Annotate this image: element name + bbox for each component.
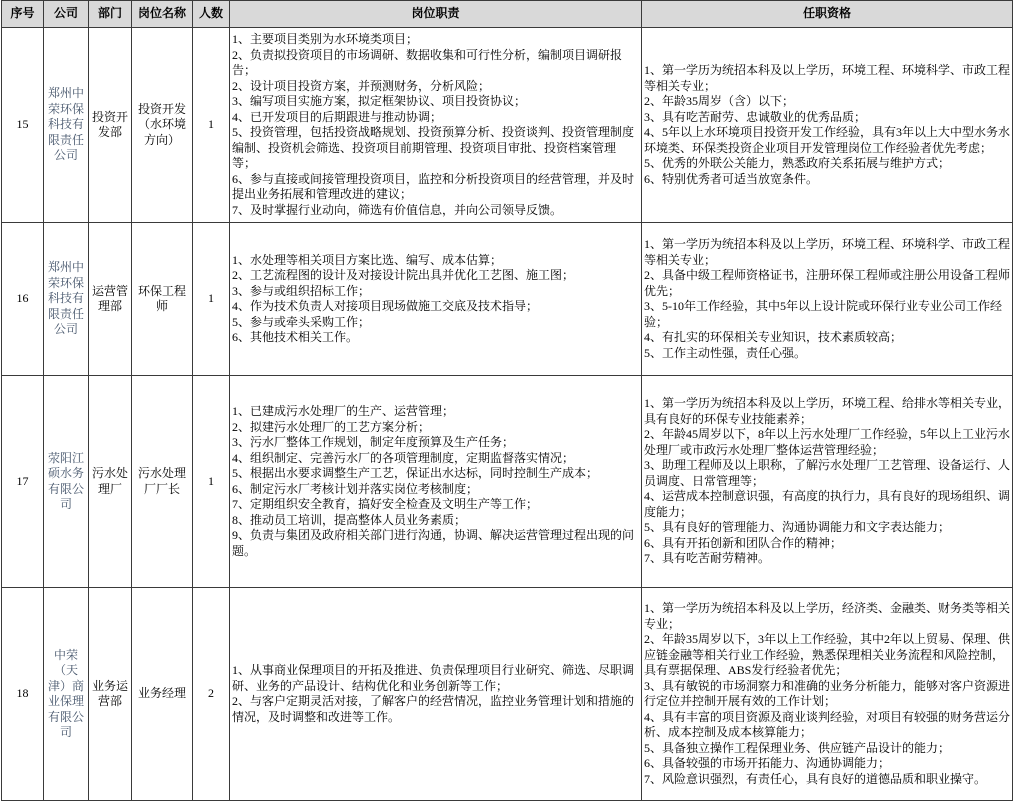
requirement-item: 1、第一学历为统招本科及以上学历，环境工程、给排水等相关专业，具有良好的环保专业技能素养； (644, 396, 1011, 426)
duty-item: 6、其他技术相关工作。 (232, 330, 359, 344)
requirement-item: 4、运营成本控制意识强，有高度的执行力，具有良好的现场组织、调度能力； (644, 489, 1011, 519)
header-requirements: 任职资格 (642, 1, 1013, 28)
header-duties: 岗位职责 (230, 1, 642, 28)
headcount-cell: 2 (193, 588, 230, 801)
duty-item: 2、负责拟投资项目的市场调研、数据收集和可行性分析，编制项目调研报告； (232, 47, 623, 77)
duty-item: 3、污水厂整体工作规划，制定年度预算及生产任务； (232, 435, 515, 449)
table-row (2, 28, 1013, 223)
requirement-item: 2、年龄45周岁以下，8年以上污水处理厂工作经验，5年以上工业污水处理厂或市政污水处理厂整体运营管理经验； (644, 427, 1011, 457)
requirement-item: 2、具备中级工程师资格证书，注册环保工程师或注册公用设备工程师优先； (644, 268, 1011, 298)
requirements-cell (642, 28, 1013, 223)
index-cell: 16 (2, 223, 44, 376)
duty-item: 5、投资管理，包括投资战略规划、投资预算分析、投资谈判、投资管理制度编制、投资机会筛选、投资项目前期管理、投资项目审批、投资档案管理等； (232, 125, 635, 170)
job-table (1, 0, 1013, 801)
requirement-item: 5、具备独立操作工程保理业务、供应链产品设计的能力； (644, 740, 951, 755)
requirement-item: 7、风险意识强烈，有责任心，具有良好的道德品质和职业操守。 (644, 771, 987, 786)
duty-item: 5、参与或牵头采购工作； (232, 314, 371, 329)
requirement-item: 3、5-10年工作经验，其中5年以上设计院或环保行业专业公司工作经验； (644, 299, 1002, 329)
requirement-item: 5、工作主动性强，责任心强。 (644, 345, 807, 360)
header-company: 公司 (44, 1, 89, 28)
requirement-item: 5、优秀的外联公关能力，熟悉政府关系拓展与维护方式； (644, 156, 951, 170)
header-department: 部门 (89, 1, 132, 28)
duty-item: 8、推动员工培训，提高整体人员业务素质； (232, 512, 467, 527)
requirement-item: 2、年龄35周岁以下，3年以上工作经验，其中2年以上贸易、保理、供应链金融等相关行业工作经验，熟悉保理相关业务流程和风险控制，具有票据保理、ABS发行经验者优先； (644, 632, 1011, 677)
requirement-item: 3、具有敏锐的市场洞察力和准确的业务分析能力，能够对客户资源进行定位并控制开展有效的工作计划； (644, 678, 1011, 708)
duties-cell (230, 376, 642, 588)
duty-item: 4、作为技术负责人对接项目现场做施工交底及技术指导； (232, 299, 539, 313)
duties-cell (230, 28, 642, 223)
position-cell: 污水处理厂厂长 (132, 376, 193, 588)
duty-item: 3、参与或组织招标工作； (232, 283, 371, 298)
duties-cell (230, 588, 642, 801)
duty-item: 1、水处理等相关项目方案比选、编写、成本估算； (232, 252, 503, 267)
requirement-item: 6、具备较强的市场开拓能力、沟通协调能力； (644, 756, 891, 770)
headcount-cell: 1 (193, 28, 230, 223)
header-position: 岗位名称 (132, 1, 193, 28)
duty-item: 6、制定污水厂考核计划并落实岗位考核制度； (232, 481, 479, 496)
index-cell: 17 (2, 376, 44, 588)
company-cell: 郑州中荣环保科技有限责任公司 (44, 28, 89, 223)
position-cell: 投资开发（水环境方向） (132, 28, 193, 223)
company-cell: 中荣（天津）商业保理有限公司 (44, 588, 89, 801)
requirement-item: 7、具有吃苦耐劳精神。 (644, 551, 771, 566)
duty-item: 1、已建成污水处理厂的生产、运营管理； (232, 404, 455, 418)
duty-item: 5、根据出水要求调整生产工艺，保证出水达标，同时控制生产成本； (232, 466, 599, 480)
header-headcount: 人数 (193, 1, 230, 28)
duty-item: 6、参与直接或间接管理投资项目，监控和分析投资项目的经营管理，并及时提出业务拓展和管理改进的建议； (232, 171, 635, 201)
duty-item: 7、定期组织安全教育，搞好安全检查及文明生产等工作； (232, 497, 539, 511)
requirements-cell (642, 588, 1013, 801)
company-cell: 郑州中荣环保科技有限责任公司 (44, 223, 89, 376)
duty-item: 3、编写项目实施方案，拟定框架协议、项目投资协议； (232, 94, 527, 108)
duty-item: 7、及时掌握行业动向，筛选有价值信息，并向公司领导反馈。 (232, 202, 563, 217)
requirement-item: 4、有扎实的环保相关专业知识，技术素质较高； (644, 330, 903, 344)
table-row (2, 223, 1013, 376)
department-cell: 污水处理厂 (89, 376, 132, 588)
duty-item: 1、从事商业保理项目的开拓及推进、负责保理项目行业研究、筛选、尽职调研、业务的产品设计、结构优化和业务创新等工作； (232, 663, 635, 693)
headcount-cell: 1 (193, 223, 230, 376)
table-row (2, 588, 1013, 801)
requirement-item: 1、第一学历为统招本科及以上学历，环境工程、环境科学、市政工程等相关专业； (644, 63, 1011, 93)
duty-item: 1、主要项目类别为水环境类项目； (232, 32, 419, 46)
requirement-item: 2、年龄35周岁（含）以下； (644, 94, 795, 108)
table-row (2, 376, 1013, 588)
requirement-item: 5、具有良好的管理能力、沟通协调能力和文字表达能力； (644, 520, 951, 535)
requirement-item: 6、具有开拓创新和团队合作的精神； (644, 535, 843, 550)
header-row (2, 1, 1013, 28)
duty-item: 2、拟建污水处理厂的工艺方案分析； (232, 419, 431, 434)
requirement-item: 4、具有丰富的项目资源及商业谈判经验，对项目有较强的财务营运分析、成本控制及成本核算能力； (644, 709, 1011, 739)
company-cell: 荥阳江硕水务有限公司 (44, 376, 89, 588)
duty-item: 2、工艺流程图的设计及对接设计院出具并优化工艺图、施工图； (232, 268, 575, 282)
requirement-item: 1、第一学历为统招本科及以上学历，经济类、金融类、财务类等相关专业； (644, 601, 1011, 631)
department-cell: 运营管理部 (89, 223, 132, 376)
requirement-item: 3、助理工程师及以上职称，了解污水处理厂工艺管理、设备运行、人员调度、日常管理等； (644, 458, 1011, 488)
header-index: 序号 (2, 1, 44, 28)
requirements-cell (642, 376, 1013, 588)
department-cell: 业务运营部 (89, 588, 132, 801)
duty-item: 4、组织制定、完善污水厂的各项管理制度，定期监督落实情况； (232, 450, 575, 465)
requirement-item: 4、5年以上水环境项目投资开发工作经验，具有3年以上大中型水务水环境类、环保类投资企业项目开发管理岗位工作经验者优先考虑； (644, 125, 1011, 155)
index-cell: 18 (2, 588, 44, 801)
position-cell: 环保工程师 (132, 223, 193, 376)
requirement-item: 6、特别优秀者可适当放宽条件。 (644, 171, 819, 186)
duty-item: 4、已开发项目的后期跟进与推动协调； (232, 109, 443, 124)
department-cell: 投资开发部 (89, 28, 132, 223)
table-body (2, 28, 1013, 801)
duties-cell (230, 223, 642, 376)
duty-item: 9、负责与集团及政府相关部门进行沟通，协调、解决运营管理过程出现的问题。 (232, 528, 635, 558)
position-cell: 业务经理 (132, 588, 193, 801)
requirement-item: 3、具有吃苦耐劳、忠诚敬业的优秀品质； (644, 109, 867, 124)
index-cell: 15 (2, 28, 44, 223)
duty-item: 2、设计项目投资方案，并预测财务，分析风险； (232, 78, 491, 93)
requirement-item: 1、第一学历为统招本科及以上学历，环境工程、环境科学、市政工程等相关专业； (644, 237, 1011, 267)
duty-item: 2、与客户定期灵活对接，了解客户的经营情况，监控业务管理计划和措施的情况，及时调整和改进等工作。 (232, 694, 635, 724)
headcount-cell: 1 (193, 376, 230, 588)
requirements-cell (642, 223, 1013, 376)
table-header (2, 1, 1013, 28)
